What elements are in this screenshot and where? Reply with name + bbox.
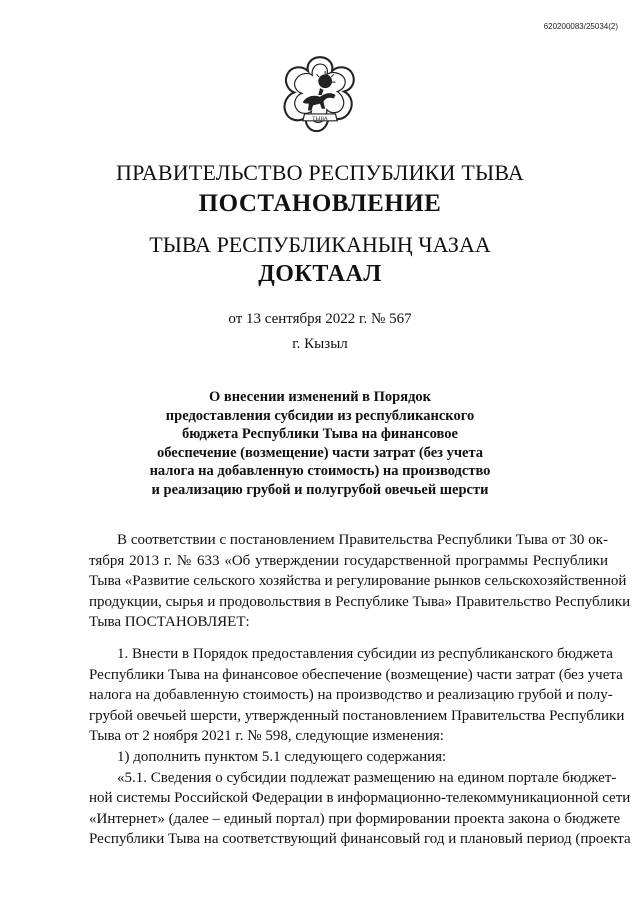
- preamble-paragraph: [89, 530, 631, 633]
- tuva-coat-of-arms-icon: [277, 50, 363, 140]
- emblem-label: ТЫВА: [312, 115, 328, 122]
- text-line: 1) дополнить пунктом 5.1 следующего содержания:: [117, 748, 447, 765]
- decree-title-ru: ПОСТАНОВЛЕНИЕ: [198, 190, 442, 217]
- decree-date: от 13 сентября 2022 г. № 567: [228, 311, 412, 327]
- subject-line: налога на добавленную стоимость) на производство: [149, 463, 491, 480]
- government-title-tyv: ТЫВА РЕСПУБЛИКАНЫҢ ЧАЗАА: [149, 232, 491, 257]
- text-line: грубой овечьей шерсти, утвержденный постановлением Правительства Республики: [89, 707, 625, 724]
- text-line: В соответствии с постановлением Правительства Республики Тыва от 30 ок-: [117, 532, 608, 548]
- decree-subject: [120, 388, 520, 500]
- text-line: Тыва ПОСТАНОВЛЯЕТ:: [89, 614, 250, 631]
- decree-body: [89, 644, 631, 850]
- government-title-ru: ПРАВИТЕЛЬСТВО РЕСПУБЛИКИ ТЫВА: [116, 160, 524, 185]
- text-line: Тыва от 2 ноября 2021 г. № 598, следующие изменения:: [89, 728, 444, 745]
- text-line: «5.1. Сведения о субсидии подлежат размещению на едином портале бюджет-: [117, 769, 617, 786]
- subject-line: предоставления субсидии из республиканского: [165, 407, 475, 424]
- text-line: Республики Тыва на финансовое обеспечение (возмещение) части затрат (без учета: [89, 666, 623, 683]
- text-line: 1. Внести в Порядок предоставления субсидии из республиканского бюджета: [117, 646, 613, 662]
- text-line: «Интернет» (далее – единый портал) при формировании проекта закона о бюджете: [89, 810, 621, 827]
- subject-line: обеспечение (возмещение) части затрат (без учета: [156, 444, 484, 461]
- document-number: 620200083/25034(2): [543, 22, 618, 31]
- text-line: Республики Тыва на соответствующий финансовый год и плановый период (проекта: [89, 831, 631, 848]
- decree-title-tyv: ДОКТААЛ: [258, 261, 382, 287]
- text-line: налога на добавленную стоимость) на производство и реализацию грубой и полу-: [89, 687, 613, 704]
- decree-city: г. Кызыл: [292, 336, 348, 352]
- subject-line: О внесении изменений в Порядок: [208, 389, 432, 405]
- text-line: продукции, сырья и продовольствия в Республике Тыва» Правительство Республики: [89, 593, 631, 610]
- subject-line: и реализацию грубой и полугрубой овечьей шерсти: [151, 481, 489, 498]
- text-line: ной системы Российской Федерации в информационно-телекоммуникационной сети: [89, 790, 631, 807]
- text-line: Тыва «Развитие сельского хозяйства и регулирование рынков сельскохозяйственной: [89, 573, 627, 590]
- text-line: тября 2013 г. № 633 «Об утверждении государственной программы Республики: [89, 552, 608, 569]
- subject-line: бюджета Республики Тыва на финансовое: [182, 426, 458, 443]
